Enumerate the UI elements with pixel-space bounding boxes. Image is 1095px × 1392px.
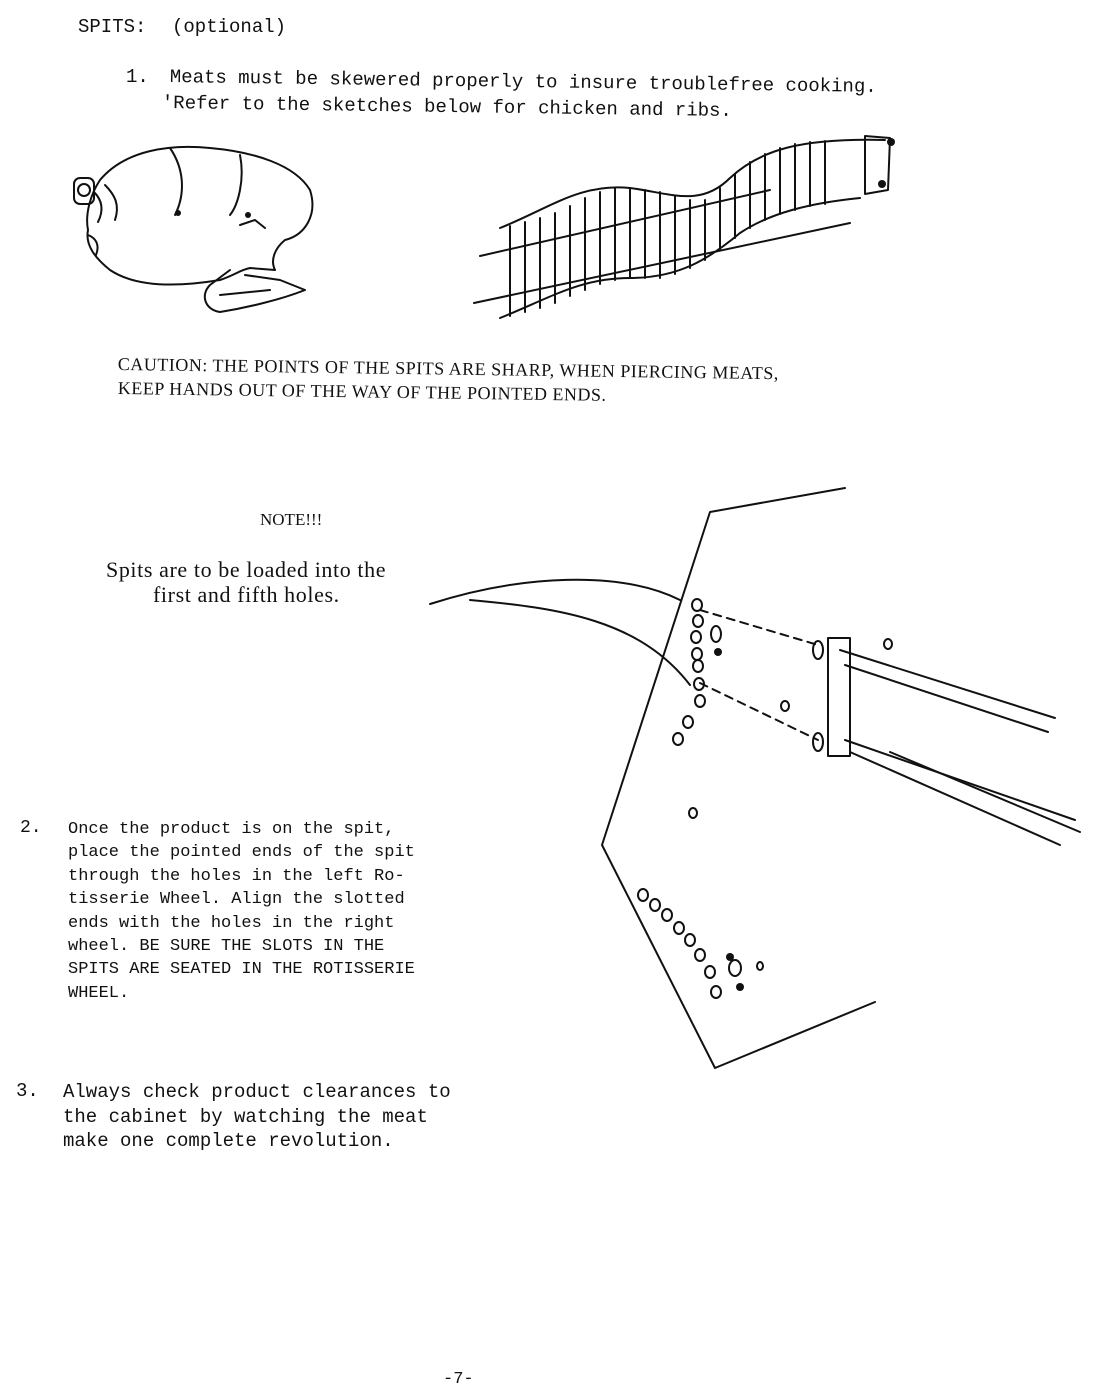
step-2-text [68,818,415,1005]
step-3-line: make one complete revolution. [63,1130,394,1152]
step-2-line: tisserie Wheel. Align the slotted [68,890,405,910]
note-title: NOTE!!! [260,510,323,529]
step-3-line: Always check product clearances to [63,1081,451,1103]
section-subtitle: (optional) [172,16,287,38]
note-line-1: Spits are to be loaded into the [106,557,387,582]
step-2-line: SPITS ARE SEATED IN THE ROTISSERIE [68,960,415,980]
step-1-line-2: 'Refer to the sketches below for chicken and ribs. [161,92,733,122]
step-1-number: 1. [126,66,149,88]
step-2-line: place the pointed ends of the spit [68,843,415,863]
caution-line-2: KEEP HANDS OUT OF THE WAY OF THE POINTED ENDS. [117,378,607,405]
step-1-line-1: Meats must be skewered properly to insure troublefree cooking. [169,66,877,98]
step-3-text [63,1080,451,1154]
step-2-number: 2. [20,818,42,838]
section-title: SPITS: [78,16,147,38]
step-2-line: ends with the holes in the right [68,913,395,933]
step-2-line: through the holes in the left Ro- [68,866,405,886]
page-number: -7- [443,1370,474,1389]
step-2-line: wheel. BE SURE THE SLOTS IN THE [68,937,385,957]
note-line-2: first and fifth holes. [153,582,340,607]
step-3-number: 3. [16,1080,39,1102]
step-2-line: Once the product is on the spit, [68,820,395,839]
leader-arrow-first-hole [430,580,680,604]
caution-line-1: CAUTION: THE POINTS OF THE SPITS ARE SHARP, WHEN PIERCING MEATS, [117,354,780,384]
step-3-line: the cabinet by watching the meat [63,1105,428,1128]
step-2-line: WHEEL. [68,983,130,1003]
